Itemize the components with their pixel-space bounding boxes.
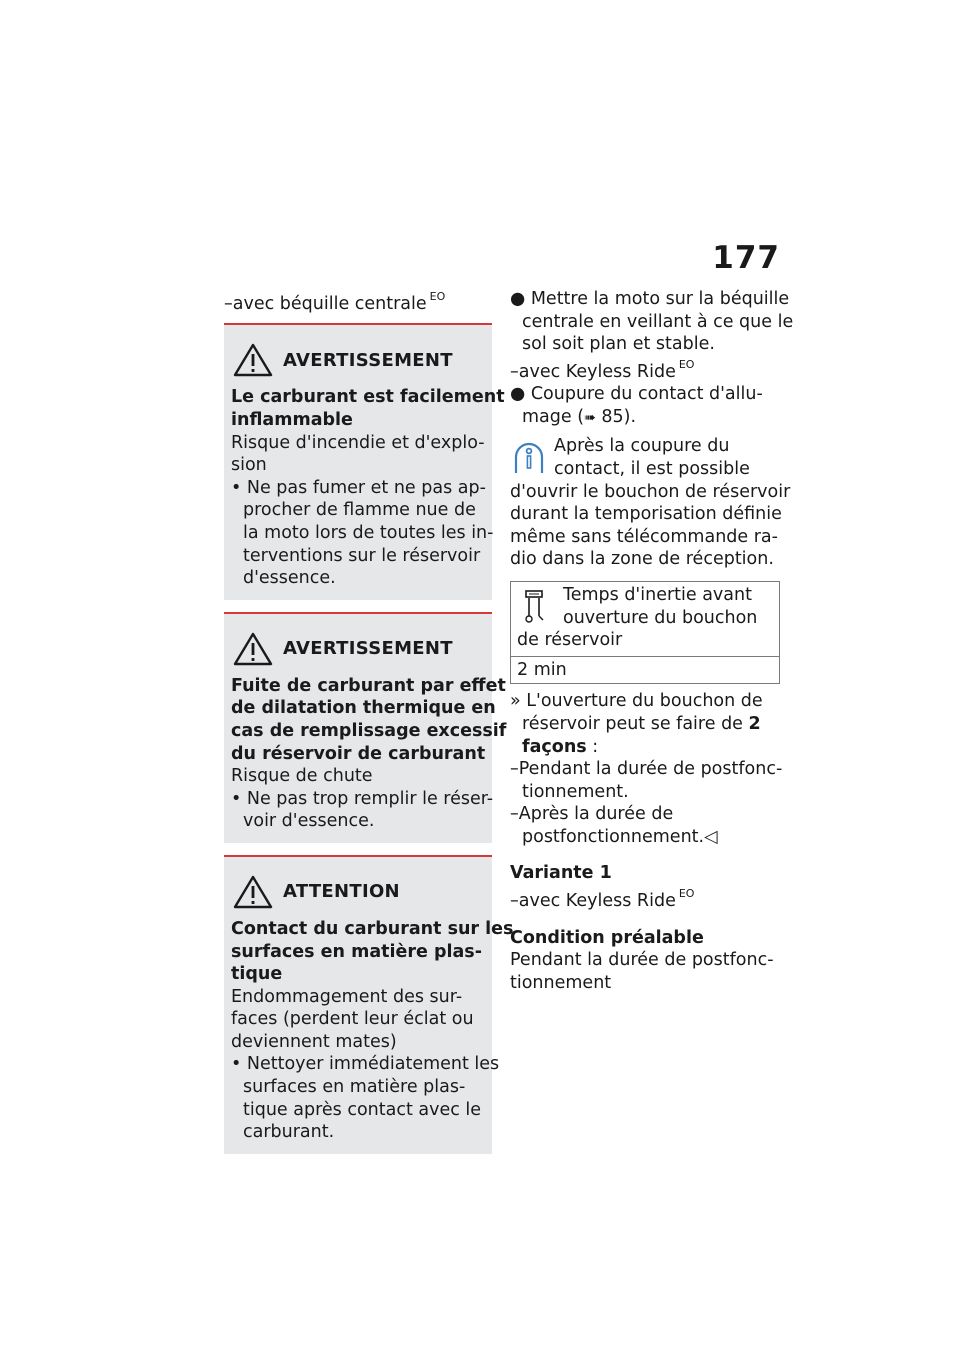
attention-box	[224, 855, 514, 1154]
spec-label-cell	[511, 582, 779, 657]
step-text: mage (➠ 85).	[522, 406, 637, 427]
attention-bullet: carburant.	[243, 1122, 335, 1143]
note-text: même sans télécommande ra-	[510, 526, 778, 547]
info-icon	[510, 439, 548, 475]
warning-title: inflammable	[231, 410, 353, 431]
attention-header: ATTENTION	[233, 875, 485, 909]
warning-bullet: • Ne pas fumer et ne pas ap-	[231, 477, 486, 498]
spec-label: Temps d'inertie avant	[563, 584, 752, 605]
warning-box-fire	[224, 323, 505, 599]
note-text: dio dans la zone de réception.	[510, 549, 774, 570]
warning-bullet: la moto lors de toutes les in-	[243, 522, 494, 543]
spec-value: 2 min	[517, 659, 567, 680]
warning-header: AVERTISSEMENT	[233, 632, 485, 666]
warning-triangle-icon	[233, 632, 273, 666]
attention-consequence: deviennent mates)	[231, 1031, 397, 1052]
result-text: » L'ouverture du bouchon de	[510, 691, 763, 712]
warning-bullet: terventions sur le réservoir	[243, 545, 481, 566]
variant-title: Variante 1	[510, 863, 612, 884]
warning-box-overflow	[224, 612, 507, 843]
warning-title: Fuite de carburant par effet	[231, 675, 506, 696]
warning-title: du réservoir de carburant	[231, 743, 486, 764]
spec-value-cell	[511, 657, 779, 684]
warning-bullet: • Ne pas trop remplir le réser-	[231, 788, 494, 809]
warning-triangle-icon	[233, 875, 273, 909]
warning-risk: Risque de chute	[231, 766, 373, 787]
warning-title: Le carburant est facilement	[231, 387, 505, 408]
intro-line: –avec béquille centrale $^{EO}$	[224, 290, 446, 314]
condition-text: Pendant la durée de postfonc-	[510, 950, 774, 971]
left-column	[224, 288, 514, 1154]
note-text: d'ouvrir le bouchon de réservoir	[510, 481, 791, 502]
warning-risk: Risque d'incendie et d'explo-	[231, 432, 485, 453]
result-text: façons :	[522, 736, 599, 757]
warning-title: de dilatation thermique en	[231, 698, 496, 719]
variant-condition: –avec Keyless Ride $^{EO}$	[510, 887, 695, 911]
warning-risk: sion	[231, 455, 267, 476]
right-column	[510, 288, 794, 994]
keyless-condition: –avec Keyless Ride $^{EO}$	[510, 357, 695, 382]
step-text: sol soit plan et stable.	[522, 334, 715, 355]
step-text: ● Mettre la moto sur la béquille	[510, 289, 790, 309]
note-text: Après la coupure du	[554, 436, 730, 457]
spec-table	[510, 581, 780, 684]
warning-triangle-icon	[233, 343, 273, 377]
page-number: 177	[712, 240, 780, 276]
spec-label: ouverture du bouchon	[563, 607, 758, 628]
attention-bullet: surfaces en matière plas-	[243, 1077, 466, 1098]
page-reference-arrow-icon: ➠	[584, 409, 596, 426]
condition-text: tionnement	[510, 972, 612, 993]
info-note	[510, 435, 791, 571]
option-item: –Après la durée de	[510, 804, 674, 825]
option-item: tionnement.	[522, 781, 629, 802]
attention-title: Contact du carburant sur les	[231, 918, 514, 939]
note-text: durant la temporisation définie	[510, 504, 782, 525]
condition-title: Condition préalable	[510, 927, 704, 948]
attention-title: surfaces en matière plas-	[231, 941, 482, 962]
warning-bullet: voir d'essence.	[243, 811, 375, 832]
note-text: contact, il est possible	[554, 458, 750, 479]
attention-bullet: tique après contact avec le	[243, 1099, 482, 1120]
spec-label: de réservoir	[517, 630, 623, 651]
attention-consequence: faces (perdent leur éclat ou	[231, 1009, 474, 1030]
attention-title: tique	[231, 964, 283, 985]
option-item: –Pendant la durée de postfonc-	[510, 759, 783, 780]
warning-bullet: procher de flamme nue de	[243, 500, 476, 521]
attention-bullet: • Nettoyer immédiatement les	[231, 1054, 500, 1075]
step-text: centrale en veillant à ce que le	[522, 311, 794, 332]
warning-bullet: d'essence.	[243, 568, 336, 589]
step-text: ● Coupure du contact d'allu-	[510, 384, 763, 405]
option-item: postfonctionnement.◁	[522, 826, 718, 847]
warning-title: cas de remplissage excessif	[231, 720, 507, 741]
attention-consequence: Endommagement des sur-	[231, 986, 463, 1007]
warning-header: AVERTISSEMENT	[233, 343, 485, 377]
fuel-cap-timer-icon	[523, 588, 547, 624]
result-text: réservoir peut se faire de 2	[522, 713, 761, 734]
